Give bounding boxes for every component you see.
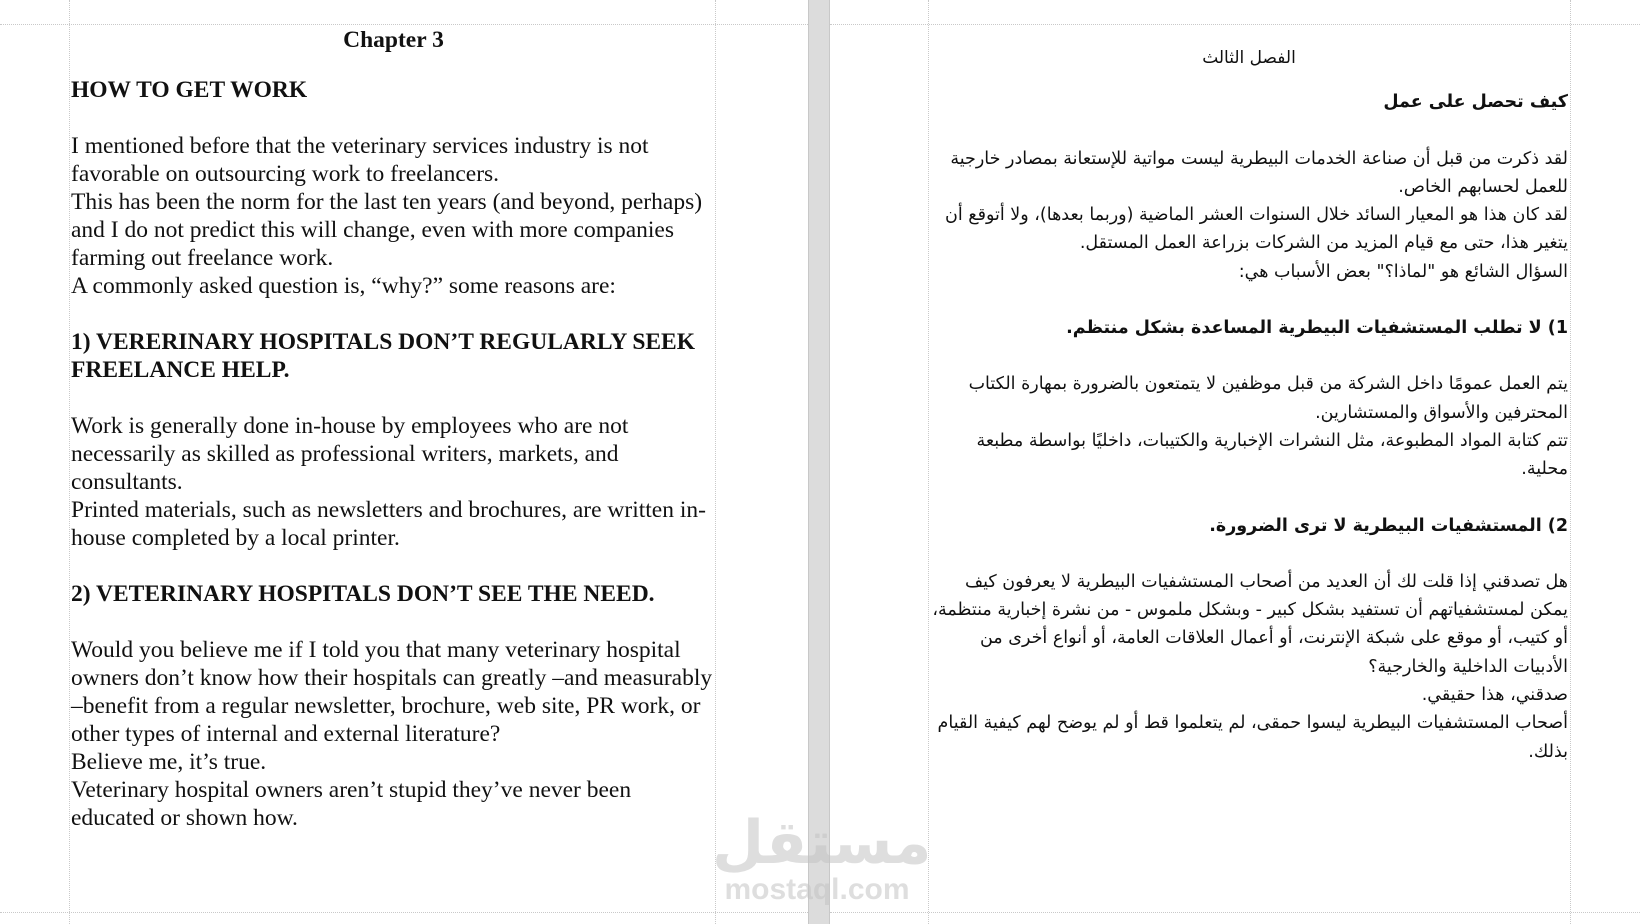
intro-paragraph: لقد كان هذا هو المعيار السائد خلال السنوات العشر الماضية (وربما بعدها)، ولا أتوقع أن يتغير هذا، حتى مع قيام المزيد من الشركات بزراعة العمل المستقل. xyxy=(944,205,1568,254)
section-2-paragraph: أصحاب المستشفيات البيطرية ليسوا حمقى، لم يتعلموا قط أو لم يوضح لهم كيفية القيام بذلك. xyxy=(937,713,1568,762)
margin-guide-left xyxy=(928,0,929,924)
section-2-heading: 2) المستشفيات البيطرية لا ترى الضرورة. xyxy=(1209,515,1568,536)
section-2-paragraph: Would you believe me if I told you that many veterinary hospital owners don’t know how their hospitals can greatly –and measurably –benefit from a regular newsletter, brochure, web site, PR work, or other types of internal and external literature? xyxy=(71,637,713,747)
section-title: كيف تحصل على عمل xyxy=(1383,92,1568,113)
intro-paragraph: السؤال الشائع هو "لماذا؟" بعض الأسباب هي: xyxy=(1238,261,1568,282)
section-1-paragraph: يتم العمل عمومًا داخل الشركة من قبل موظفين لا يتمتعون بالضرورة بمهارة الكتاب المحترفين والأسواق والمستشارين. xyxy=(968,374,1568,423)
section-2-paragraph: هل تصدقني إذا قلت لك أن العديد من أصحاب المستشفيات البيطرية لا يعرفون كيف يمكن لمستشفياتهم أن تستفيد بشكل كبير - وبشكل ملموس - من نشرة إخبارية منتظمة، أو كتيب، أو موقع على شبكة الإنترنت، أو أعمال العلاقات العامة، أو أنواع أخرى من الأدبيات الداخلية والخارجية؟ xyxy=(932,571,1568,677)
section-2-heading: 2) VETERINARY HOSPITALS DON’T SEE THE NEED. xyxy=(71,581,655,607)
intro-paragraph: لقد ذكرت من قبل أن صناعة الخدمات البيطرية ليست مواتية للإستعانة بمصادر خارجية للعمل لحسابهم الخاص. xyxy=(950,148,1568,197)
section-1-heading: 1) لا تطلب المستشفيات البيطرية المساعدة بشكل منتظم. xyxy=(1066,318,1568,339)
chapter-title: الفصل الثالث xyxy=(1202,48,1296,68)
margin-guide-top xyxy=(830,24,1640,25)
section-title: HOW TO GET WORK xyxy=(71,77,308,103)
arabic-text-body[interactable] xyxy=(930,40,1568,766)
page-gutter xyxy=(808,0,830,924)
section-2-paragraph: Believe me, it’s true. xyxy=(71,749,267,775)
section-2-paragraph: Veterinary hospital owners aren’t stupid they’ve never been educated or shown how. xyxy=(71,777,632,831)
watermark-arabic-logo: مستقل xyxy=(712,808,932,878)
section-2-paragraph: صدقني، هذا حقيقي. xyxy=(1421,685,1568,706)
chapter-title: Chapter 3 xyxy=(343,27,444,53)
section-1-paragraph: Printed materials, such as newsletters and brochures, are written in-house completed by a local printer. xyxy=(71,497,706,551)
section-1-paragraph: تتم كتابة المواد المطبوعة، مثل النشرات الإخبارية والكتيبات، داخليًا بواسطة مطبعة محلية. xyxy=(976,430,1568,480)
english-text-body[interactable] xyxy=(71,22,716,832)
margin-guide-bottom xyxy=(0,912,808,913)
margin-guide-right xyxy=(1570,0,1571,924)
intro-paragraph: This has been the norm for the last ten years (and beyond, perhaps) and I do not predict this will change, even with more companies farming out freelance work. xyxy=(71,189,703,271)
section-1-paragraph: Work is generally done in-house by employees who are not necessarily as skilled as professional writers, markets, and consultants. xyxy=(71,413,629,495)
watermark-latin-text: mostaql.com xyxy=(724,873,910,906)
margin-guide-left xyxy=(69,0,70,924)
margin-guide-bottom xyxy=(830,912,1640,913)
section-1-heading: 1) VERERINARY HOSPITALS DON’T REGULARLY SEEK FREELANCE HELP. xyxy=(71,329,696,383)
intro-paragraph: A commonly asked question is, “why?” some reasons are: xyxy=(71,273,616,299)
intro-paragraph: I mentioned before that the veterinary services industry is not favorable on outsourcing work to freelancers. xyxy=(71,133,649,187)
